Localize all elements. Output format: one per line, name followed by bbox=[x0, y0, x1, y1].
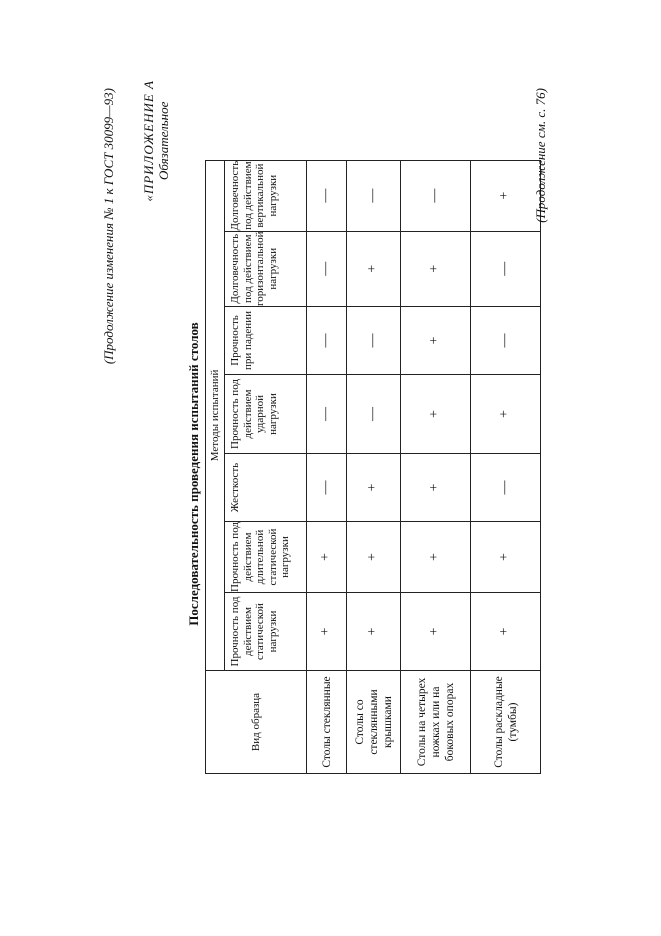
cell-mark: — bbox=[401, 160, 471, 231]
method-header: Прочность при падении bbox=[225, 307, 307, 375]
cell-mark: — bbox=[307, 307, 347, 375]
appendix-subtitle: Обязательное bbox=[156, 101, 171, 181]
cell-mark: + bbox=[471, 522, 541, 593]
method-header: Долговечность под действием вертикальной нагрузки bbox=[225, 160, 307, 231]
cell-mark: + bbox=[307, 593, 347, 671]
cell-mark: + bbox=[401, 593, 471, 671]
cell-mark: + bbox=[471, 160, 541, 231]
cell-mark: — bbox=[307, 231, 347, 306]
cell-mark: + bbox=[401, 231, 471, 306]
method-header: Прочность под действием ударной нагрузки bbox=[225, 375, 307, 454]
cell-mark: + bbox=[347, 231, 401, 306]
cell-mark: + bbox=[471, 375, 541, 454]
appendix-title: «ПРИЛОЖЕНИЕ А bbox=[141, 80, 156, 202]
cell-mark: — bbox=[347, 375, 401, 454]
page-header: (Продолжение изменения № 1 к ГОСТ 30099—93) bbox=[101, 88, 116, 365]
cell-mark: + bbox=[347, 454, 401, 522]
table-row bbox=[471, 160, 541, 773]
cell-mark: — bbox=[347, 307, 401, 375]
continuation-note: (Продолжение см. с. 76) bbox=[533, 88, 548, 223]
col-header-sample: Вид образца bbox=[206, 671, 307, 774]
row-sample-name: Столы раскладные (тумбы) bbox=[471, 671, 541, 774]
cell-mark: + bbox=[307, 522, 347, 593]
cell-mark: — bbox=[307, 160, 347, 231]
row-sample-name: Столы со стеклянными крышками bbox=[347, 671, 401, 774]
cell-mark: — bbox=[347, 160, 401, 231]
cell-mark: + bbox=[471, 593, 541, 671]
method-header: Прочность под действием статической нагрузки bbox=[225, 593, 307, 671]
cell-mark: + bbox=[401, 454, 471, 522]
table-row bbox=[401, 160, 471, 773]
cell-mark: — bbox=[471, 231, 541, 306]
cell-mark: + bbox=[347, 593, 401, 671]
appendix-label bbox=[141, 80, 171, 202]
table-row bbox=[347, 160, 401, 773]
row-sample-name: Столы стеклянные bbox=[307, 671, 347, 774]
cell-mark: + bbox=[401, 522, 471, 593]
cell-mark: + bbox=[401, 375, 471, 454]
cell-mark: + bbox=[401, 307, 471, 375]
method-header: Долговечность под действием горизонтальной нагрузки bbox=[225, 231, 307, 306]
group-header-methods: Методы испытаний bbox=[206, 160, 225, 670]
cell-mark: + bbox=[347, 522, 401, 593]
table-header-row bbox=[206, 160, 225, 773]
cell-mark: — bbox=[471, 454, 541, 522]
table-title: Последовательность проведения испытаний столов bbox=[186, 322, 201, 626]
cell-mark: — bbox=[307, 375, 347, 454]
cell-mark: — bbox=[471, 307, 541, 375]
method-header: Прочность под действием длительной статической нагрузки bbox=[225, 522, 307, 593]
tests-table bbox=[205, 160, 541, 774]
method-header: Жесткость bbox=[225, 454, 307, 522]
table-row bbox=[307, 160, 347, 773]
cell-mark: — bbox=[307, 454, 347, 522]
row-sample-name: Столы на четырех ножках или на боковых опорах bbox=[401, 671, 471, 774]
